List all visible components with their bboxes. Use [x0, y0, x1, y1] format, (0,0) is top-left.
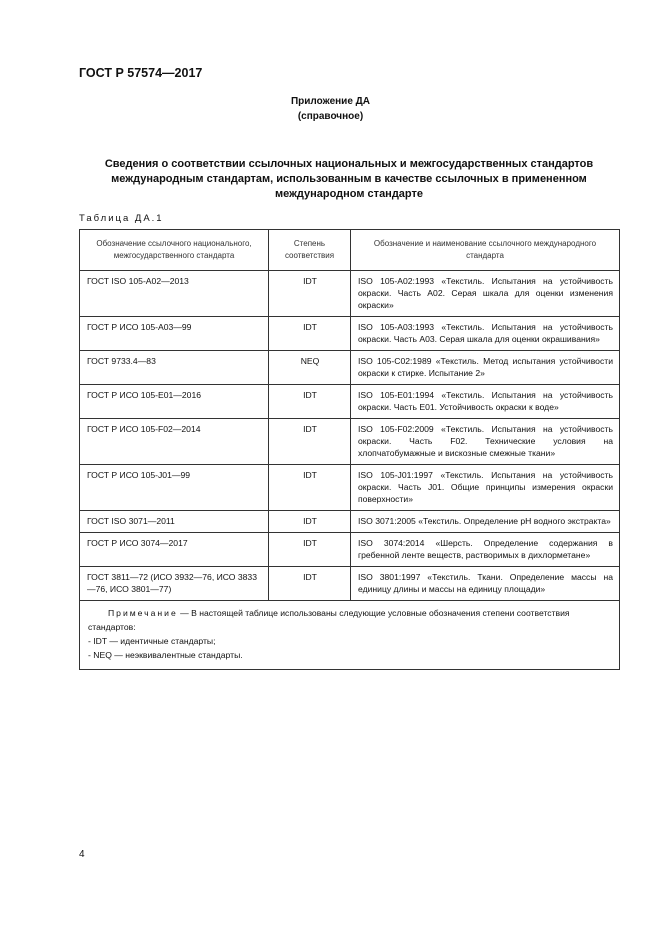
appendix-title: Приложение ДА — [290, 96, 371, 107]
appendix-heading — [0, 94, 661, 124]
section-title: Сведения о соответствии ссылочных национальных и межгосударственных стандартов международным стандартам, использованным в качестве ссылочных в примененном международном стандарте — [104, 158, 594, 200]
international-standard-cell: ISO 105-A02:1993 «Текстиль. Испытания на устойчивость окраски. Часть А02. Серая шкала для оценки изменения окраски» — [351, 271, 620, 317]
degree-cell: IDT — [269, 271, 351, 317]
appendix-subtitle: (справочное) — [297, 111, 364, 122]
degree-cell: IDT — [269, 419, 351, 465]
international-standard-cell: ISO 105-E01:1994 «Текстиль. Испытания на устойчивость окраски. Часть Е01. Устойчивость окраски к воде» — [351, 385, 620, 419]
table-row — [80, 533, 620, 567]
national-standard-cell: ГОСТ ISO 105-A02—2013 — [80, 271, 269, 317]
note-item-idt: - IDT — идентичные стандарты; — [88, 636, 216, 646]
note-label: Примечание — [108, 608, 178, 618]
table-note — [80, 601, 620, 670]
table-note-row — [80, 601, 620, 670]
page-number: 4 — [79, 849, 85, 860]
table-row — [80, 385, 620, 419]
national-standard-cell: ГОСТ ISO 3071—2011 — [80, 511, 269, 533]
table-row — [80, 419, 620, 465]
national-standard-cell: ГОСТ 9733.4—83 — [80, 351, 269, 385]
table-caption: Таблица ДА.1 — [79, 213, 164, 224]
international-standard-cell: ISO 105-A03:1993 «Текстиль. Испытания на устойчивость окраски. Часть А03. Серая шкала для оценки окрашивания» — [351, 317, 620, 351]
document-id: ГОСТ Р 57574—2017 — [79, 66, 203, 80]
header-degree: Степень соответствия — [269, 230, 351, 271]
degree-cell: NEQ — [269, 351, 351, 385]
international-standard-cell: ISO 105-C02:1989 «Текстиль. Метод испытания устойчивости окраски к стирке. Испытание 2» — [351, 351, 620, 385]
degree-cell: IDT — [269, 567, 351, 601]
note-item-neq: - NEQ — неэквивалентные стандарты. — [88, 650, 243, 660]
national-standard-cell: ГОСТ Р ИСО 105-А03—99 — [80, 317, 269, 351]
international-standard-cell: ISO 105-J01:1997 «Текстиль. Испытания на устойчивость окраски. Часть J01. Общие принципы измерения окраски поверхности» — [351, 465, 620, 511]
international-standard-cell: ISO 105-F02:2009 «Текстиль. Испытания на устойчивость окраски. Часть F02. Технические условия на хлопчатобумажные и вискозные смежные ткани» — [351, 419, 620, 465]
degree-cell: IDT — [269, 465, 351, 511]
table-row — [80, 317, 620, 351]
international-standard-cell: ISO 3071:2005 «Текстиль. Определение pH водного экстракта» — [351, 511, 620, 533]
national-standard-cell: ГОСТ Р ИСО 105-E01—2016 — [80, 385, 269, 419]
degree-cell: IDT — [269, 317, 351, 351]
national-standard-cell: ГОСТ Р ИСО 105-J01—99 — [80, 465, 269, 511]
degree-cell: IDT — [269, 385, 351, 419]
table-row — [80, 465, 620, 511]
header-international-standard: Обозначение и наименование ссылочного международного стандарта — [351, 230, 620, 271]
degree-cell: IDT — [269, 511, 351, 533]
table-row — [80, 511, 620, 533]
correspondence-table — [79, 229, 620, 670]
national-standard-cell: ГОСТ Р ИСО 105-F02—2014 — [80, 419, 269, 465]
table-row — [80, 271, 620, 317]
international-standard-cell: ISO 3074:2014 «Шерсть. Определение содержания в гребенной ленте веществ, растворимых в дихлорметане» — [351, 533, 620, 567]
national-standard-cell: ГОСТ Р ИСО 3074—2017 — [80, 533, 269, 567]
degree-cell: IDT — [269, 533, 351, 567]
note-paragraph — [88, 606, 611, 634]
header-national-standard: Обозначение ссылочного национального, межгосударственного стандарта — [80, 230, 269, 271]
table-header-row — [80, 230, 620, 271]
table-row — [80, 567, 620, 601]
national-standard-cell: ГОСТ 3811—72 (ИСО 3932—76, ИСО 3833—76, ИСО 3801—77) — [80, 567, 269, 601]
table-row — [80, 351, 620, 385]
international-standard-cell: ISO 3801:1997 «Текстиль. Ткани. Определение массы на единицу длины и массы на единицу площади» — [351, 567, 620, 601]
note-text: — В настоящей таблице использованы следующие условные обозначения степени соответствия стандартов: — [88, 608, 570, 632]
